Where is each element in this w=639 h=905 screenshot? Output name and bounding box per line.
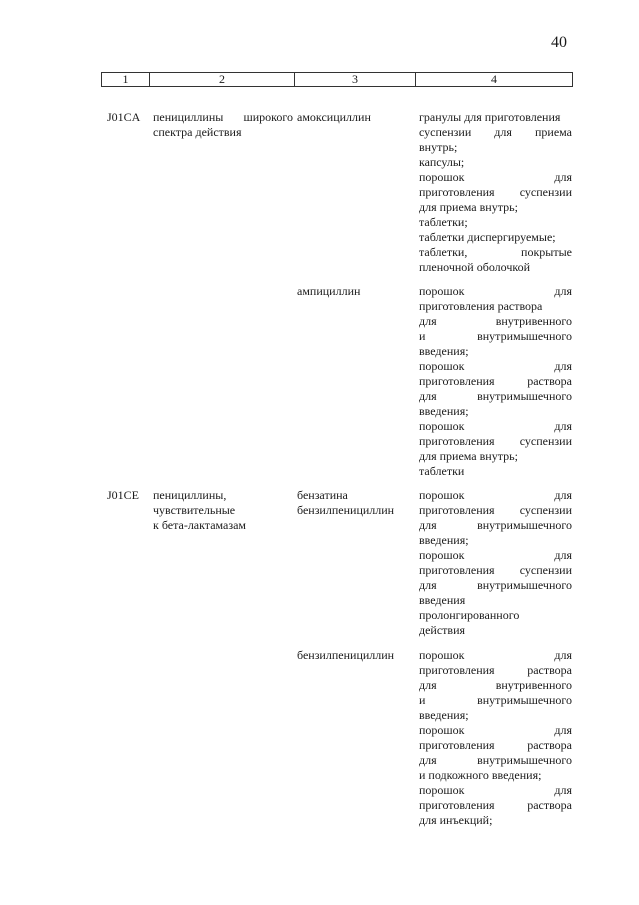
header-col-1: 1 [102,73,150,86]
dosage-form-line: приготовления раствора [419,374,572,388]
dosage-form-line: капсулы; [419,155,465,169]
dosage-form-line: порошок для [419,359,572,373]
atc-code: J01CA [107,110,141,124]
dosage-form-line: гранулы для приготовления [419,110,561,124]
dosage-form-line: для приема внутрь; [419,449,518,463]
dosage-form-line: введения; [419,404,469,418]
dosage-form-line: таблетки диспергируемые; [419,230,556,244]
dosage-forms [419,488,572,638]
page-number: 40 [551,34,567,51]
dosage-form-line: порошок для [419,783,572,797]
dosage-form-line: действия [419,623,466,637]
dosage-form-line: введения; [419,708,469,722]
dosage-form-line: порошок для [419,548,572,562]
dosage-form-line: введения; [419,533,469,547]
dosage-form-line: таблетки, покрытые [419,245,572,259]
dosage-form-line: и внутримышечного [419,329,572,343]
drug-name [297,110,412,125]
dosage-form-line: для внутримышечного [419,518,572,532]
drug-name [297,648,412,663]
dosage-form-line: суспензии для приема [419,125,572,139]
dosage-form-line: введения; [419,344,469,358]
drug-name-line: бензилпенициллин [297,503,395,517]
dosage-form-line: приготовления суспензии [419,563,572,577]
dosage-forms [419,648,572,828]
dosage-forms [419,284,572,479]
dosage-form-line: для внутримышечного [419,753,572,767]
drug-name [297,488,412,518]
dosage-form-line: порошок для [419,648,572,662]
drug-name-line: амоксициллин [297,110,371,124]
group-name-line: спектра действия [153,125,242,139]
dosage-form-line: пленочной оболочкой [419,260,531,274]
group-name [153,110,293,140]
dosage-form-line: приготовления раствора [419,798,572,812]
dosage-form-line: внутрь; [419,140,458,154]
dosage-form-line: для приема внутрь; [419,200,518,214]
dosage-form-line: для внутривенного [419,314,572,328]
dosage-form-line: приготовления суспензии [419,434,572,448]
dosage-form-line: приготовления раствора [419,663,572,677]
dosage-form-line: пролонгированного [419,608,520,622]
dosage-forms [419,110,572,275]
drug-name-line: бензатина [297,488,348,502]
dosage-form-line: для инъекций; [419,813,493,827]
dosage-form-line: порошок для [419,488,572,502]
dosage-form-line: и внутримышечного [419,693,572,707]
dosage-form-line: приготовления суспензии [419,503,572,517]
dosage-form-line: для внутримышечного [419,578,572,592]
header-col-4: 4 [491,72,497,86]
group-name [153,488,293,533]
group-name-line: пенициллины широкого [153,110,293,124]
group-name-line: пенициллины, [153,488,227,502]
drug-name-line: ампициллин [297,284,361,298]
dosage-form-line: порошок для [419,284,572,298]
dosage-form-line: приготовления раствора [419,299,543,313]
dosage-form-line: для внутривенного [419,678,572,692]
dosage-form-line: для внутримышечного [419,389,572,403]
dosage-form-line: порошок для [419,723,572,737]
table-header [101,72,573,87]
dosage-form-line: таблетки; [419,215,468,229]
group-name-line: к бета-лактамазам [153,518,247,532]
dosage-form-line: приготовления суспензии [419,185,572,199]
header-col-3: 3 [295,73,416,86]
drug-name-line: бензилпенициллин [297,648,395,662]
dosage-form-line: порошок для [419,170,572,184]
dosage-form-line: и подкожного введения; [419,768,542,782]
dosage-form-line: приготовления раствора [419,738,572,752]
dosage-form-line: порошок для [419,419,572,433]
atc-code: J01CE [107,488,140,502]
group-name-line: чувствительные [153,503,236,517]
header-col-2: 2 [150,73,295,86]
drug-name [297,284,412,299]
dosage-form-line: таблетки [419,464,465,478]
dosage-form-line: введения [419,593,466,607]
